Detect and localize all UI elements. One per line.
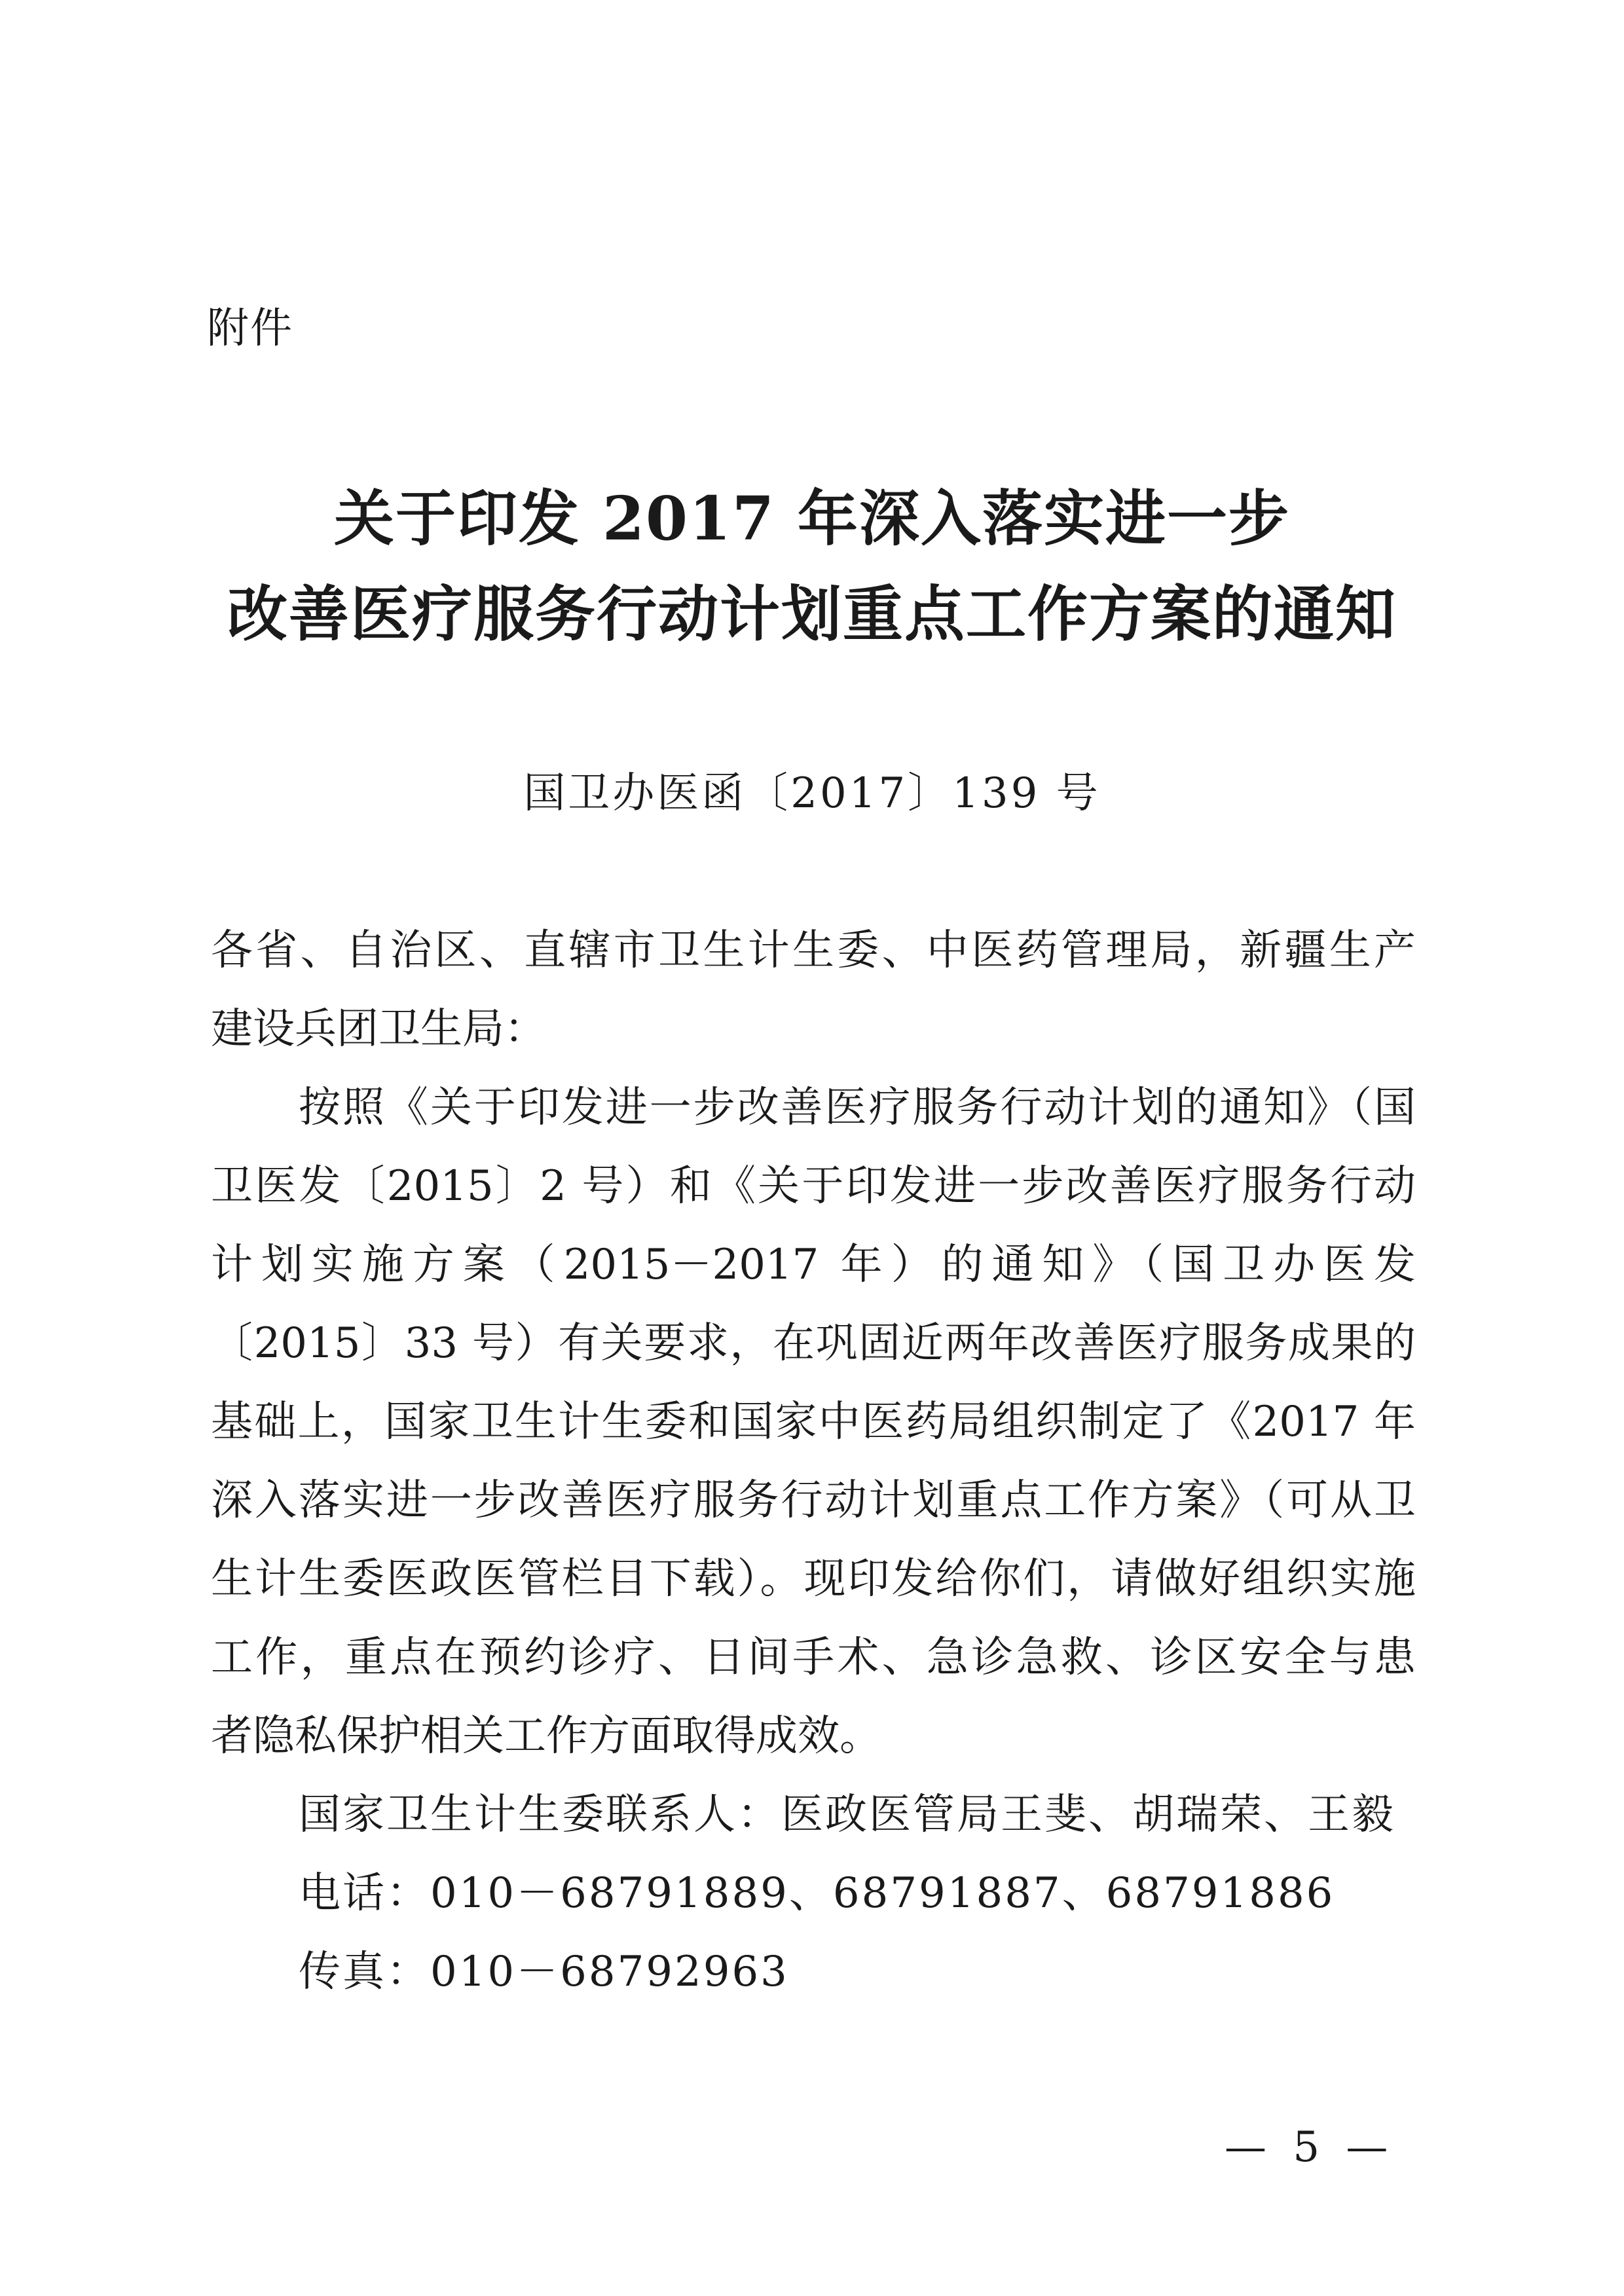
contact-person: 国家卫生计生委联系人：医政医管局王斐、胡瑞荣、王毅 — [299, 1791, 1395, 1839]
contact-fax: 传真：010－68792963 — [299, 1948, 789, 1996]
body-line-8: 工作，重点在预约诊疗、日间手术、急诊急救、诊区安全与患 — [211, 1633, 1416, 1682]
body-line-4: 〔2015〕33 号）有关要求，在巩固近两年改善医疗服务成果的 — [211, 1319, 1416, 1368]
page-number: — 5 — — [1225, 2123, 1395, 2172]
body-line-5: 基础上，国家卫生计生委和国家中医药局组织制定了《2017 年 — [211, 1398, 1416, 1446]
body-line-1: 按照《关于印发进一步改善医疗服务行动计划的通知》（国 — [299, 1084, 1416, 1132]
body-line-2: 卫医发〔2015〕2 号）和《关于印发进一步改善医疗服务行动 — [211, 1162, 1416, 1211]
body-line-9: 者隐私保护相关工作方面取得成效。 — [211, 1712, 881, 1760]
addressee-line-2: 建设兵团卫生局： — [211, 1005, 546, 1053]
body-line-7: 生计生委医政医管栏目下载）。现印发给你们，请做好组织实施 — [211, 1555, 1416, 1603]
document-title-line-2: 改善医疗服务行动计划重点工作方案的通知 — [227, 579, 1397, 649]
document-title-line-1: 关于印发 2017 年深入落实进一步 — [333, 483, 1291, 554]
body-line-6: 深入落实进一步改善医疗服务行动计划重点工作方案》（可从卫 — [211, 1476, 1416, 1525]
addressee-line-1: 各省、自治区、直辖市卫生计生委、中医药管理局，新疆生产 — [211, 926, 1416, 975]
attachment-label: 附件 — [207, 304, 293, 353]
contact-phone: 电话：010－68791889、68791887、68791886 — [299, 1869, 1335, 1918]
body-line-3: 计划实施方案（2015－2017 年）的通知》（国卫办医发 — [211, 1241, 1416, 1289]
document-number: 国卫办医函〔2017〕139 号 — [523, 769, 1101, 818]
